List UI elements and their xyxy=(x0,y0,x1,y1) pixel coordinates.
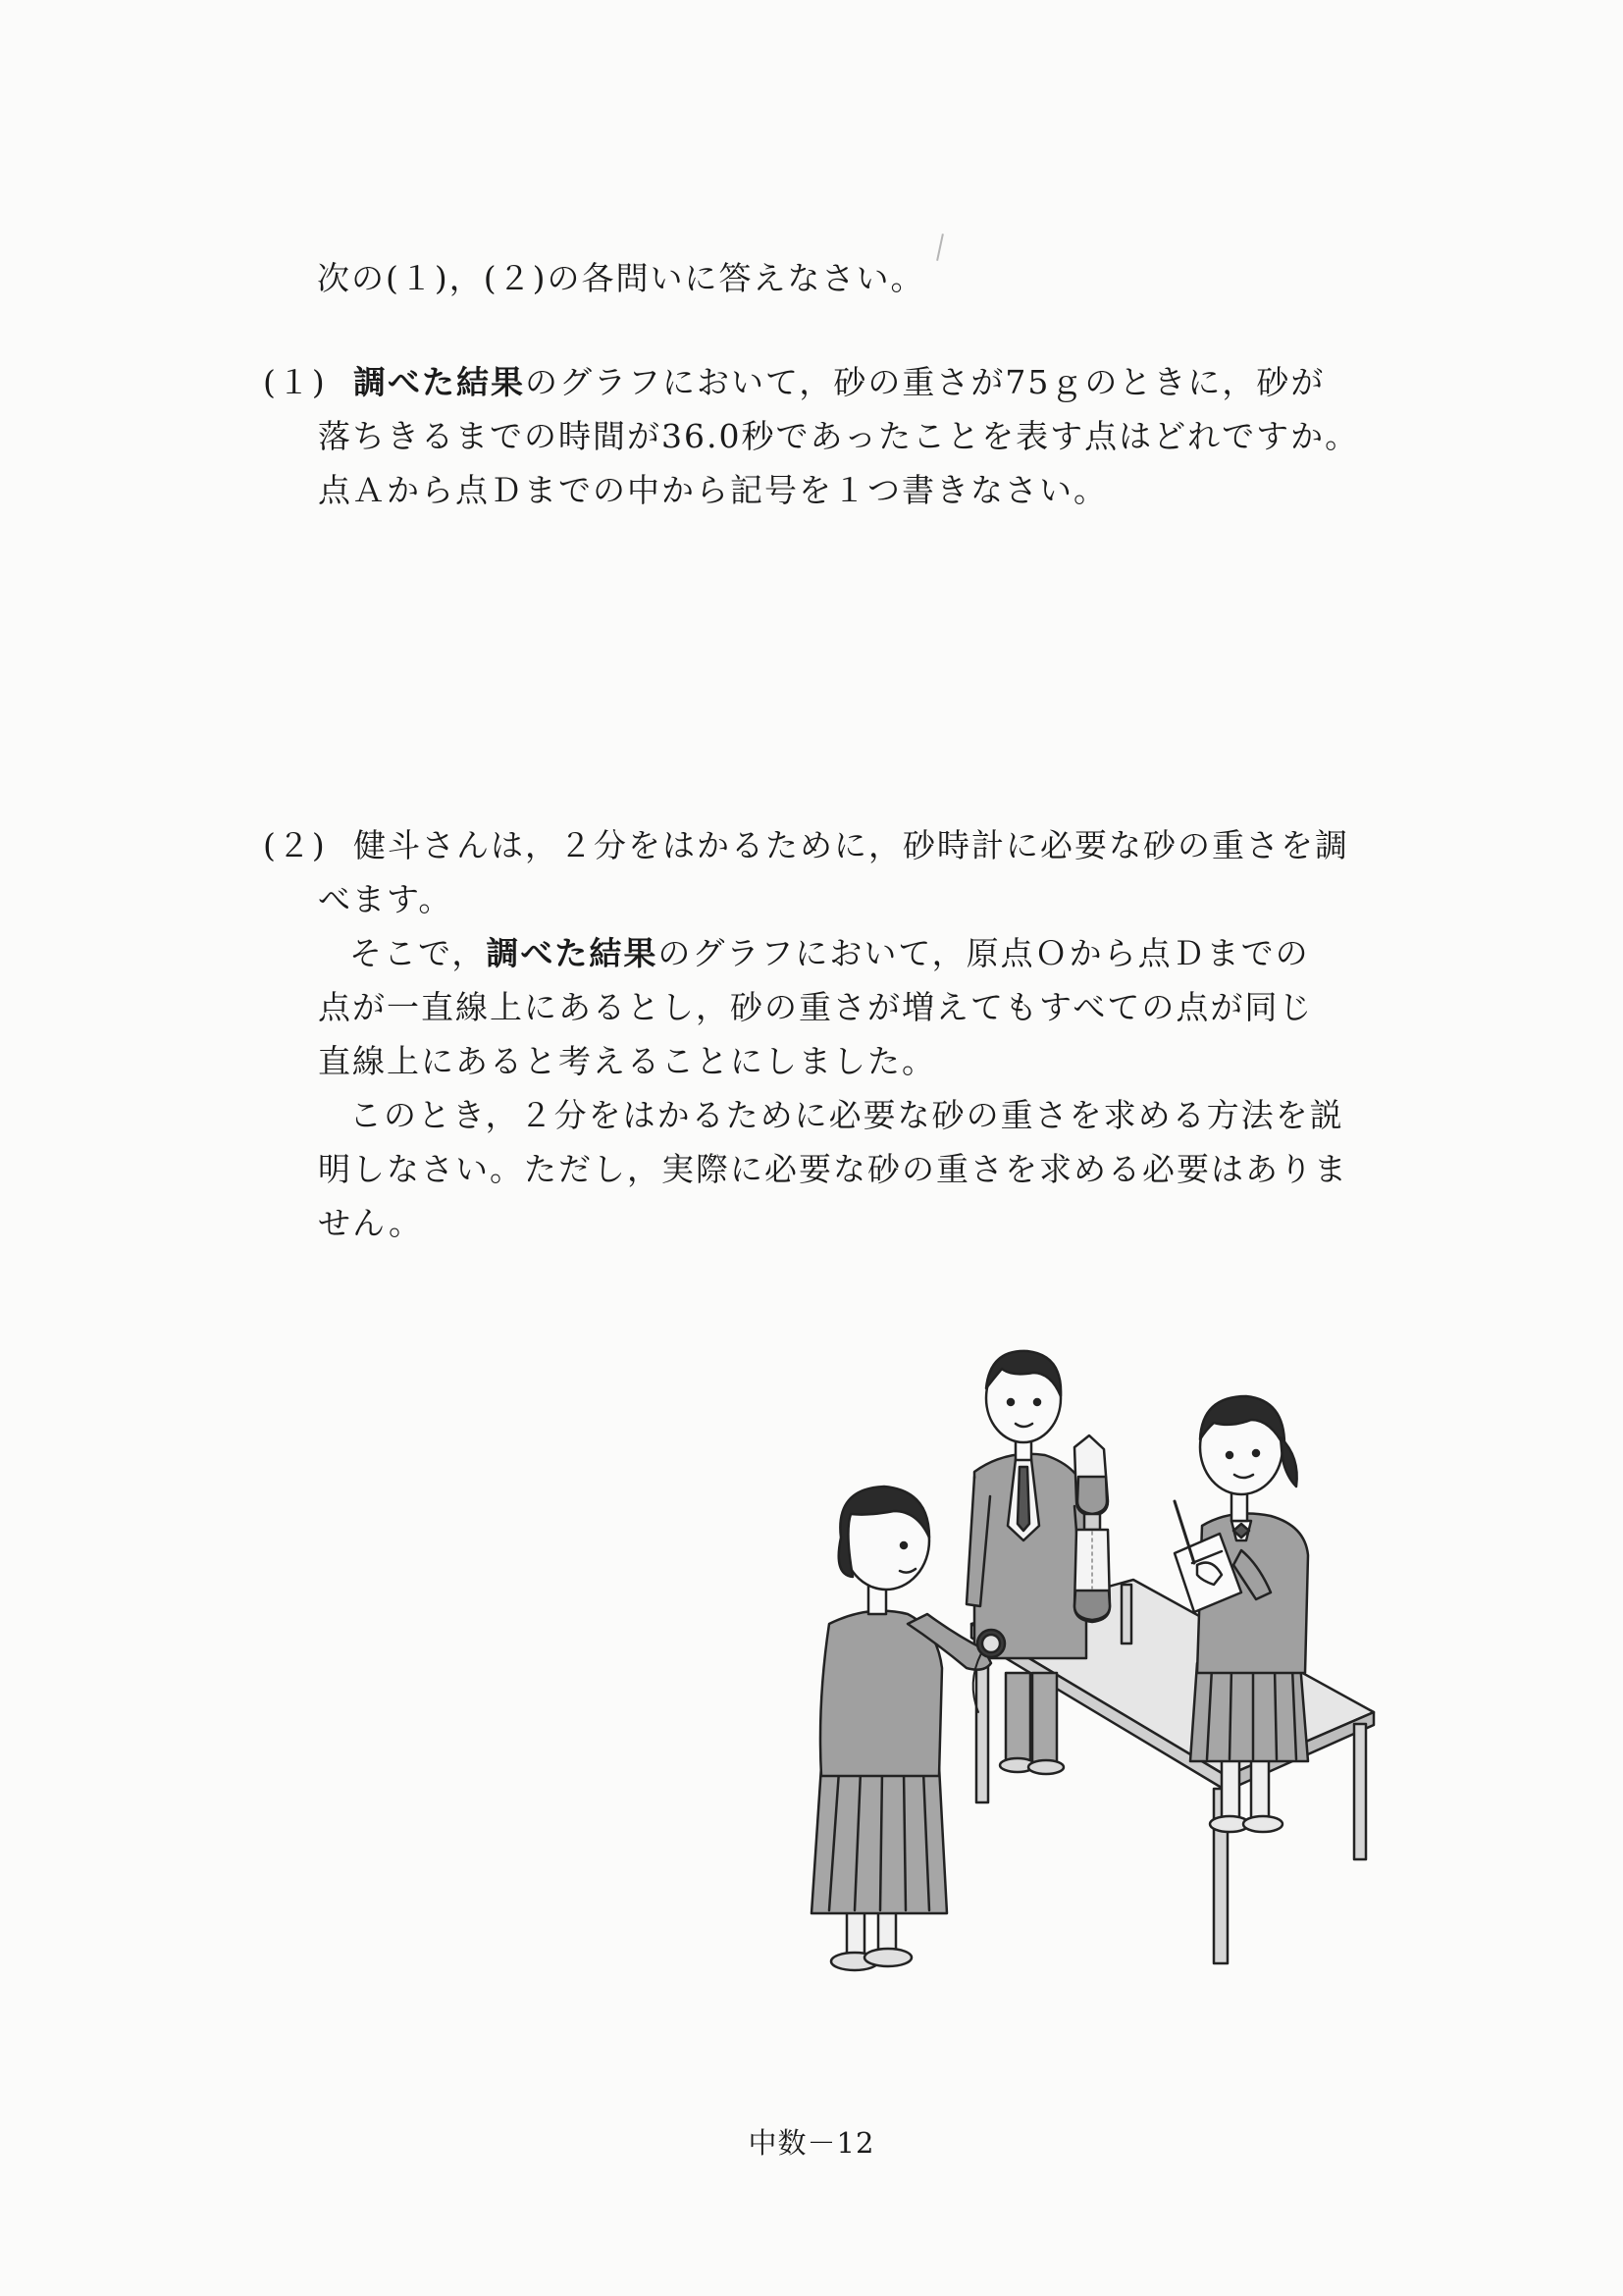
question-2-line1: 健斗さんは，２分をはかるために，砂時計に必要な砂の重さを調 xyxy=(353,826,1349,864)
question-1-line3: 点Ａから点Ｄまでの中から記号を１つ書きなさい。 xyxy=(318,471,1108,509)
question-1-line1: のグラフにおいて，砂の重さが75ｇのときに，砂が xyxy=(525,363,1326,401)
question-2-line8: せん。 xyxy=(318,1204,423,1242)
question-2-line7: 明しなさい。ただし，実際に必要な砂の重さを求める必要はありま xyxy=(318,1150,1348,1188)
scan-mark xyxy=(936,234,944,261)
sand-timer-bottles xyxy=(1074,1435,1110,1622)
question-2-keyword: 調べた結果 xyxy=(486,934,658,972)
question-2-line4: 点が一直線上にあるとし，砂の重さが増えてもすべての点が同じ xyxy=(318,988,1314,1026)
question-1-number: (１) xyxy=(263,363,327,401)
intro-text: 次の(１)，(２)の各問いに答えなさい。 xyxy=(317,259,925,297)
question-2-line5: 直線上にあると考えることにしました。 xyxy=(318,1042,936,1080)
question-2-number: (２) xyxy=(263,826,327,864)
question-2-line3: のグラフにおいて，原点Ｏから点Ｄまでの xyxy=(657,934,1310,972)
page-footer: 中数－12 xyxy=(748,2126,875,2160)
question-1-keyword: 調べた結果 xyxy=(353,363,525,401)
question-1-line2: 落ちきるまでの時間が36.0秒であったことを表す点はどれですか。 xyxy=(318,417,1360,455)
question-2-line6: このとき，２分をはかるために必要な砂の重さを求める方法を説 xyxy=(349,1096,1344,1134)
question-2-line3-pre: そこで， xyxy=(349,934,487,972)
students-sand-timer-experiment-illustration xyxy=(810,1330,1384,1982)
question-2-line2: べます。 xyxy=(318,880,453,918)
